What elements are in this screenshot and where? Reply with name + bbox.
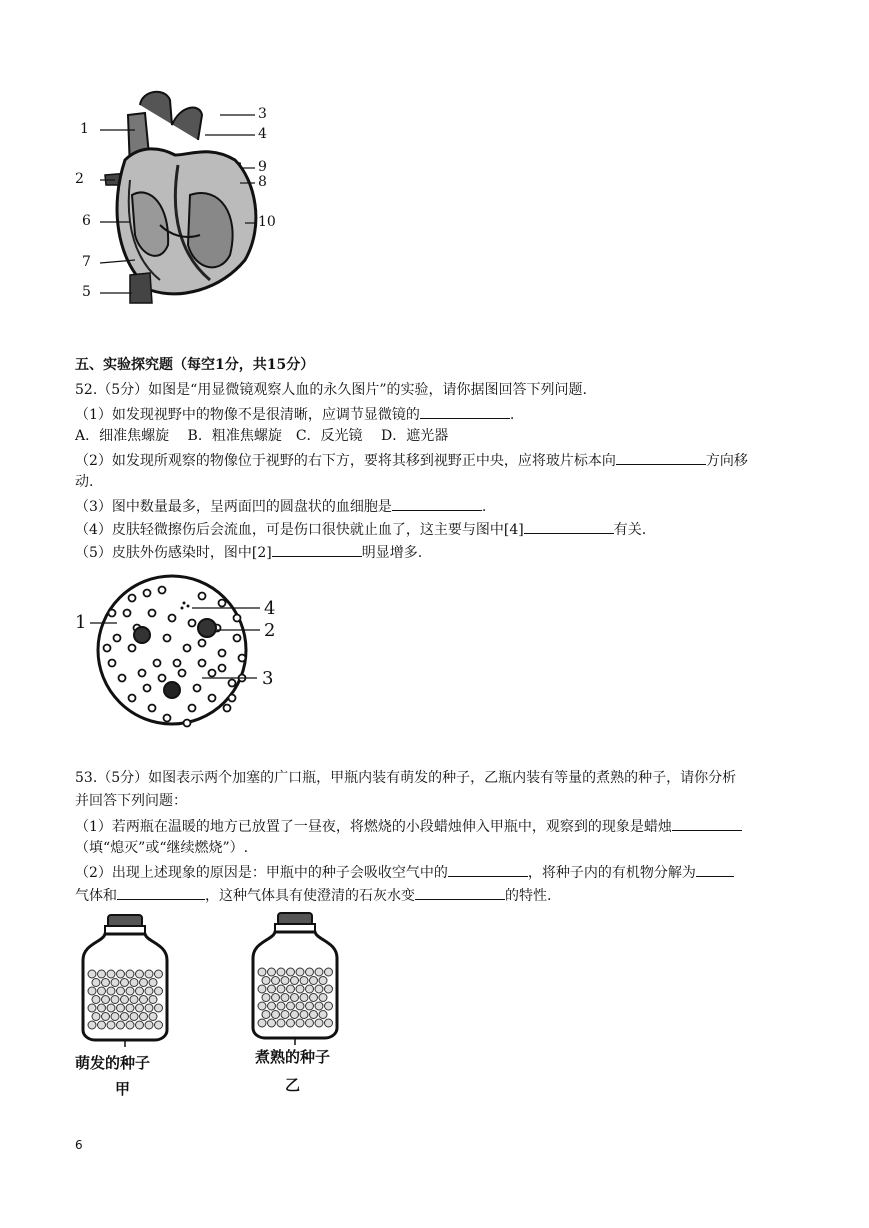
seed — [306, 1002, 314, 1010]
seed — [98, 1021, 106, 1029]
seed — [315, 1019, 323, 1027]
blood-label-1: 1 — [75, 612, 87, 633]
seed — [300, 1011, 308, 1019]
red-blood-cell — [174, 660, 181, 667]
red-blood-cell — [154, 660, 161, 667]
red-blood-cell — [129, 645, 136, 652]
q53-part2-cont-end: 的特性. — [505, 888, 552, 904]
red-blood-cell — [234, 635, 241, 642]
red-blood-cell — [114, 635, 121, 642]
seed — [287, 1019, 295, 1027]
blood-smear-figure — [72, 568, 292, 738]
red-blood-cell — [234, 615, 241, 622]
red-blood-cell — [219, 665, 226, 672]
seed — [268, 985, 276, 993]
heart-label-4: 4 — [258, 126, 267, 142]
seed — [140, 1013, 148, 1021]
red-blood-cell — [229, 695, 236, 702]
blood-label-4: 4 — [264, 598, 276, 619]
q52-part2-cont: 动. — [75, 474, 94, 490]
seed — [130, 1013, 138, 1021]
seed — [107, 987, 115, 995]
platelet — [187, 605, 190, 608]
seed — [149, 979, 157, 987]
seed — [88, 1021, 96, 1029]
seed — [272, 994, 280, 1002]
seed — [88, 987, 96, 995]
platelet — [183, 602, 186, 605]
seed — [88, 1004, 96, 1012]
jar-left — [75, 912, 185, 1102]
seed — [155, 987, 163, 995]
seed — [272, 977, 280, 985]
seed — [306, 985, 314, 993]
red-blood-cell — [169, 615, 176, 622]
q52-part1 — [75, 404, 514, 424]
seed — [268, 1019, 276, 1027]
platelet — [181, 607, 184, 610]
seed — [102, 996, 110, 1004]
seed — [155, 1004, 163, 1012]
seed — [258, 968, 266, 976]
q53-part1-cont: （填“熄灭”或“继续燃烧”）. — [75, 840, 249, 856]
red-blood-cell — [184, 720, 191, 727]
seed — [296, 985, 304, 993]
seed — [92, 979, 100, 987]
seed — [325, 1019, 333, 1027]
seed — [281, 977, 289, 985]
red-blood-cell — [199, 640, 206, 647]
red-blood-cell — [109, 660, 116, 667]
seed — [281, 994, 289, 1002]
red-blood-cell — [179, 670, 186, 677]
red-blood-cell — [164, 635, 171, 642]
seed — [315, 1002, 323, 1010]
blood-label-3: 3 — [262, 668, 274, 689]
seed — [310, 977, 318, 985]
q52-blank-3[interactable] — [392, 496, 482, 511]
seed — [140, 996, 148, 1004]
q53-part2-cont-mid: ，这种气体具有使澄清的石灰水变 — [205, 888, 415, 904]
seed — [117, 1004, 125, 1012]
q52-part5 — [75, 542, 422, 562]
seed — [98, 970, 106, 978]
red-blood-cell — [144, 590, 151, 597]
seed — [291, 977, 299, 985]
q52-part2-text: （2）如发现所观察的物像位于视野的右下方，要将其移到视野正中央，应将玻片标本向 — [75, 453, 616, 469]
q52-part3-text: （3）图中数量最多，呈两面凹的圆盘状的血细胞是 — [75, 499, 392, 515]
red-blood-cell — [184, 645, 191, 652]
seed — [88, 970, 96, 978]
red-blood-cell — [119, 675, 126, 682]
seed — [121, 979, 129, 987]
q53-part1-text: （1）若两瓶在温暖的地方已放置了一昼夜，将燃烧的小段蜡烛伸入甲瓶中，观察到的现象是蜡烛 — [75, 819, 672, 835]
heart-figure — [70, 85, 290, 305]
q53-blank-5[interactable] — [415, 885, 505, 900]
seed — [145, 1004, 153, 1012]
seed — [130, 979, 138, 987]
q52-part4-text: （4）皮肤轻微擦伤后会流血，可是伤口很快就止血了，这主要与图中[4] — [75, 522, 524, 538]
seed — [92, 996, 100, 1004]
seed — [136, 987, 144, 995]
seed — [272, 1011, 280, 1019]
seed — [296, 1002, 304, 1010]
seed — [325, 968, 333, 976]
seed — [136, 1004, 144, 1012]
jar-left-name: 甲 — [115, 1080, 131, 1098]
seed — [258, 985, 266, 993]
seed — [126, 970, 134, 978]
red-blood-cell — [209, 695, 216, 702]
seed — [111, 996, 119, 1004]
seed — [126, 1021, 134, 1029]
seed — [310, 1011, 318, 1019]
red-blood-cell — [239, 655, 246, 662]
jar-right-caption: 煮熟的种子 — [255, 1048, 331, 1066]
seed — [107, 970, 115, 978]
seed — [98, 1004, 106, 1012]
seed — [319, 1011, 327, 1019]
seed — [111, 1013, 119, 1021]
q52-part3-end: . — [481, 499, 487, 515]
q53-part2 — [75, 862, 734, 882]
heart-label-9: 9 — [258, 159, 267, 175]
q53-part2-cont — [75, 885, 551, 905]
seed — [117, 970, 125, 978]
q52-blank-4[interactable] — [524, 519, 614, 534]
red-blood-cell — [129, 595, 136, 602]
seed — [102, 1013, 110, 1021]
seed — [315, 985, 323, 993]
red-blood-cell — [109, 610, 116, 617]
seed — [291, 1011, 299, 1019]
seed — [325, 985, 333, 993]
seed — [310, 994, 318, 1002]
red-blood-cell — [199, 660, 206, 667]
q52-blank-1[interactable] — [420, 404, 510, 419]
red-blood-cell — [129, 695, 136, 702]
seed — [306, 1019, 314, 1027]
seed — [111, 979, 119, 987]
q52-part1-text: （1）如发现视野中的物像不是很清晰，应调节显微镜的 — [75, 407, 420, 423]
white-blood-cell — [164, 682, 180, 698]
q53-blank-1[interactable] — [672, 816, 742, 831]
seed — [287, 985, 295, 993]
seed — [258, 1002, 266, 1010]
seed — [287, 968, 295, 976]
red-blood-cell — [229, 680, 236, 687]
seed — [277, 1002, 285, 1010]
seed — [319, 994, 327, 1002]
heart-label-10: 10 — [258, 214, 276, 230]
seed — [102, 979, 110, 987]
red-blood-cell — [104, 645, 111, 652]
seed — [300, 977, 308, 985]
q53-blank-3[interactable] — [696, 862, 734, 877]
red-blood-cell — [124, 610, 131, 617]
red-blood-cell — [194, 685, 201, 692]
q52-stem: 52.（5分）如图是“用显微镜观察人血的永久图片”的实验，请你据图回答下列问题. — [75, 382, 587, 398]
red-blood-cell — [159, 675, 166, 682]
jar-left-caption: 萌发的种子 — [75, 1054, 151, 1072]
red-blood-cell — [219, 650, 226, 657]
seed — [145, 987, 153, 995]
q53-stem-2: 并回答下列问题： — [75, 793, 187, 809]
red-blood-cell — [149, 610, 156, 617]
seed — [136, 1021, 144, 1029]
jar-right-name: 乙 — [285, 1076, 301, 1094]
seed — [121, 1013, 129, 1021]
seed — [268, 1002, 276, 1010]
seed — [325, 1002, 333, 1010]
q52-part5-text: （5）皮肤外伤感染时，图中[2] — [75, 545, 272, 561]
seed — [296, 968, 304, 976]
seed — [107, 1021, 115, 1029]
heart-label-7: 7 — [82, 254, 91, 270]
heart-diagram-image — [70, 85, 290, 305]
q53-stem-1: 53.（5分）如图表示两个加塞的广口瓶，甲瓶内装有萌发的种子，乙瓶内装有等量的煮熟的种子，请你分析 — [75, 770, 737, 786]
heart-label-6: 6 — [82, 213, 91, 229]
q52-part5-end: 明显增多. — [361, 545, 423, 561]
seed — [121, 996, 129, 1004]
q53-part2-cont-text: 气体和 — [75, 888, 117, 904]
red-blood-cell — [189, 620, 196, 627]
jar-right-image — [245, 910, 345, 1045]
seed — [136, 970, 144, 978]
seed — [296, 1019, 304, 1027]
seed — [262, 994, 270, 1002]
seed — [130, 996, 138, 1004]
seed — [155, 970, 163, 978]
seed — [262, 977, 270, 985]
seed — [258, 1019, 266, 1027]
seed — [149, 996, 157, 1004]
red-blood-cell — [164, 715, 171, 722]
jar-left-image — [75, 912, 175, 1047]
red-blood-cell — [199, 593, 206, 600]
q52-part3 — [75, 496, 486, 516]
page-number: 6 — [75, 1138, 83, 1152]
seed — [145, 1021, 153, 1029]
seed — [315, 968, 323, 976]
heart-label-5: 5 — [82, 284, 91, 300]
red-blood-cell — [189, 705, 196, 712]
seed — [140, 979, 148, 987]
seed — [98, 987, 106, 995]
seed — [149, 1013, 157, 1021]
seed — [300, 994, 308, 1002]
red-blood-cell — [209, 670, 216, 677]
red-blood-cell — [149, 705, 156, 712]
seed — [117, 987, 125, 995]
q52-part2-end: 方向移 — [705, 453, 748, 469]
seed — [107, 1004, 115, 1012]
seed — [287, 1002, 295, 1010]
q52-options: A．细准焦螺旋 B．粗准焦螺旋 C．反光镜 D．遮光器 — [75, 428, 449, 444]
seed — [155, 1021, 163, 1029]
heart-label-8: 8 — [258, 174, 267, 190]
seed — [126, 1004, 134, 1012]
q52-part4-end: 有关. — [613, 522, 647, 538]
seed — [277, 968, 285, 976]
q53-part2-text: （2）出现上述现象的原因是：甲瓶中的种子会吸收空气中的 — [75, 865, 448, 881]
q52-blank-5[interactable] — [272, 542, 362, 557]
red-blood-cell — [144, 685, 151, 692]
red-blood-cell — [219, 600, 226, 607]
seed — [117, 1021, 125, 1029]
heart-label-2: 2 — [75, 171, 84, 187]
blood-label-2: 2 — [264, 620, 276, 641]
q52-blank-2[interactable] — [616, 450, 706, 465]
seed — [306, 968, 314, 976]
seed — [291, 994, 299, 1002]
q53-part2-mid: ，将种子内的有机物分解为 — [527, 865, 696, 881]
seed — [319, 977, 327, 985]
seed — [281, 1011, 289, 1019]
seed — [262, 1011, 270, 1019]
seed — [126, 987, 134, 995]
red-blood-cell — [159, 587, 166, 594]
heart-label-3: 3 — [258, 106, 267, 122]
blood-smear-image — [72, 568, 292, 738]
white-blood-cell — [198, 619, 216, 637]
section-title: 五、实验探究题（每空1分，共15分） — [75, 357, 315, 373]
seed — [92, 1013, 100, 1021]
red-blood-cell — [139, 670, 146, 677]
q53-blank-4[interactable] — [117, 885, 205, 900]
q52-part1-end: . — [509, 407, 515, 423]
q52-part4 — [75, 519, 646, 539]
q52-part2 — [75, 450, 748, 470]
seed — [277, 1019, 285, 1027]
heart-label-1: 1 — [80, 121, 89, 137]
seed — [145, 970, 153, 978]
red-blood-cell — [224, 705, 231, 712]
seed — [268, 968, 276, 976]
q53-blank-2[interactable] — [448, 862, 528, 877]
white-blood-cell — [134, 627, 150, 643]
jar-right — [245, 910, 355, 1100]
q53-part1 — [75, 816, 742, 836]
seed — [277, 985, 285, 993]
